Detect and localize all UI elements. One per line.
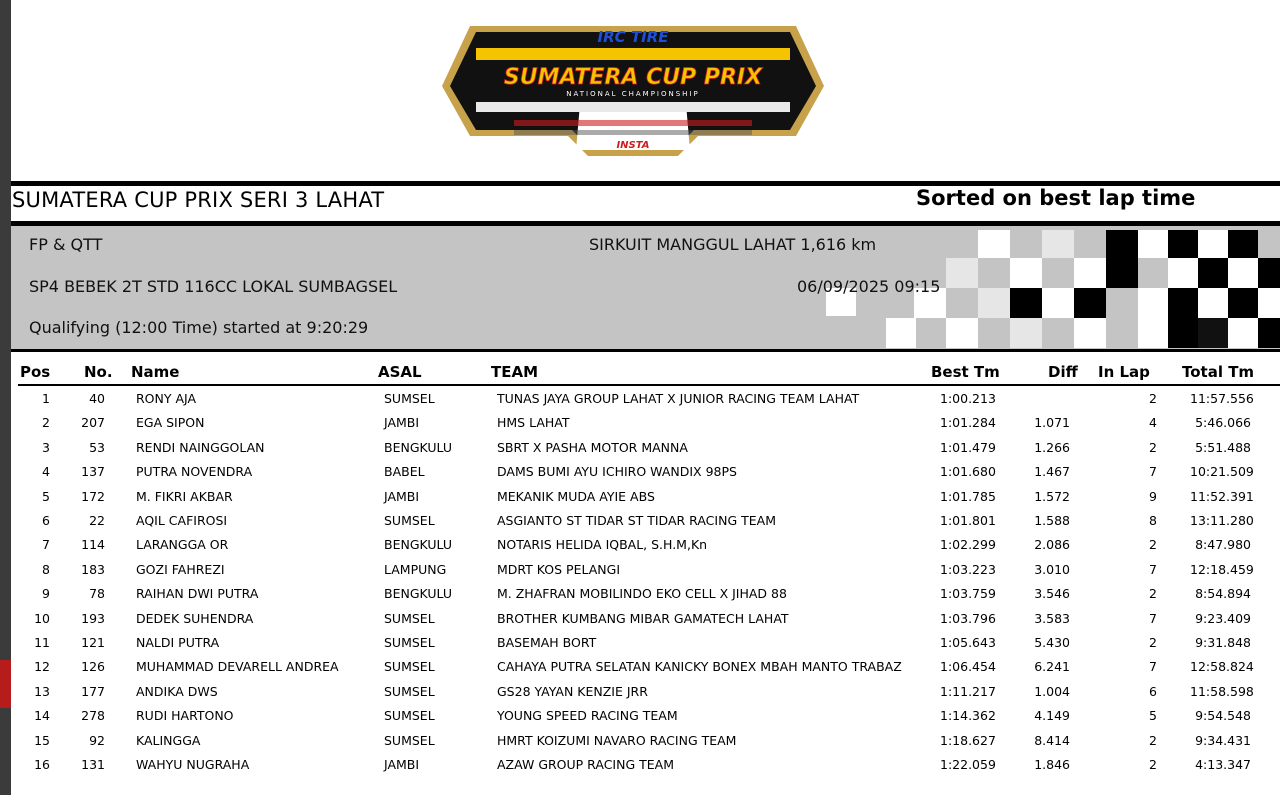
cell-inlap: 2: [1149, 635, 1157, 650]
col-header-pos: Pos: [20, 363, 51, 381]
cell-inlap: 2: [1149, 537, 1157, 553]
logo-brand: IRC TIRE: [597, 28, 669, 46]
cell-best: 1:18.627: [940, 732, 996, 748]
cell-name: MUHAMMAD DEVARELL ANDREA: [136, 659, 339, 675]
cell-no: 207: [81, 415, 105, 431]
cell-asal: SUMSEL: [384, 391, 435, 406]
cell-asal: SUMSEL: [384, 732, 435, 748]
cell-asal: SUMSEL: [384, 610, 435, 626]
cell-name: GOZI FAHREZI: [136, 561, 225, 577]
cell-total: 5:46.066: [1195, 415, 1251, 431]
table-row: [0, 582, 1280, 606]
cell-diff: 1.588: [1034, 513, 1070, 528]
session-datetime: 06/09/2025 09:15: [797, 277, 941, 296]
cell-name: EGA SIPON: [136, 415, 205, 431]
cell-no: 114: [81, 537, 105, 553]
cell-pos: 2: [42, 415, 50, 431]
cell-diff: 3.010: [1034, 561, 1070, 577]
cell-pos: 6: [42, 513, 50, 528]
cell-team: ASGIANTO ST TIDAR ST TIDAR RACING TEAM: [497, 513, 776, 528]
cell-pos: 10: [34, 610, 50, 626]
cell-no: 78: [89, 586, 105, 602]
table-row: [0, 387, 1280, 411]
circuit-name: SIRKUIT MANGGUL LAHAT 1,616 km: [589, 235, 877, 254]
cell-name: DEDEK SUHENDRA: [136, 610, 254, 626]
table-row: [0, 436, 1280, 460]
cell-pos: 14: [34, 708, 50, 724]
cell-no: 278: [81, 708, 105, 724]
cell-asal: BENGKULU: [384, 586, 453, 602]
cell-asal: BENGKULU: [384, 537, 453, 553]
cell-pos: 9: [42, 586, 50, 602]
cell-total: 11:57.556: [1190, 391, 1254, 406]
cell-total: 9:34.431: [1195, 732, 1251, 748]
table-row: [0, 509, 1280, 533]
cell-total: 11:52.391: [1190, 488, 1254, 504]
col-header-name: Name: [131, 363, 180, 381]
cell-inlap: 4: [1149, 415, 1157, 431]
table-header-rule: [18, 384, 1280, 386]
cell-diff: 8.414: [1034, 732, 1070, 748]
col-header-total: Total Tm: [1182, 363, 1255, 381]
cell-inlap: 2: [1149, 757, 1157, 772]
cell-best: 1:11.217: [940, 683, 996, 699]
cell-asal: LAMPUNG: [384, 561, 447, 577]
cell-asal: SUMSEL: [384, 659, 435, 675]
cell-best: 1:22.059: [940, 757, 996, 772]
cell-asal: BENGKULU: [384, 439, 453, 455]
table-row: [0, 533, 1280, 557]
cell-diff: 1.846: [1034, 757, 1070, 772]
cell-no: 137: [81, 464, 105, 480]
cell-name: RAIHAN DWI PUTRA: [136, 586, 259, 602]
cell-inlap: 7: [1149, 464, 1157, 480]
cell-asal: BABEL: [384, 464, 425, 480]
cell-asal: SUMSEL: [384, 708, 435, 724]
cell-team: HMS LAHAT: [497, 415, 570, 431]
cell-inlap: 5: [1149, 708, 1157, 724]
table-row: [0, 460, 1280, 484]
cell-total: 9:31.848: [1195, 635, 1251, 650]
cell-name: NALDI PUTRA: [136, 635, 220, 650]
col-header-diff: Diff: [1048, 363, 1078, 381]
cell-best: 1:05.643: [940, 635, 996, 650]
cell-total: 8:54.894: [1195, 586, 1251, 602]
qualifying-start: Qualifying (12:00 Time) started at 9:20:29: [29, 318, 369, 337]
cell-pos: 12: [34, 659, 50, 675]
table-row: [0, 704, 1280, 728]
cell-name: AQIL CAFIROSI: [136, 513, 228, 528]
cell-no: 172: [81, 488, 105, 504]
cell-team: HMRT KOIZUMI NAVARO RACING TEAM: [497, 732, 737, 748]
col-header-best: Best Tm: [931, 363, 1000, 381]
table-row: [0, 680, 1280, 704]
cell-team: AZAW GROUP RACING TEAM: [497, 757, 674, 772]
col-header-no: No.: [84, 363, 113, 381]
cell-inlap: 8: [1149, 513, 1157, 528]
cell-name: PUTRA NOVENDRA: [136, 464, 253, 480]
col-header-asal: ASAL: [378, 363, 422, 381]
cell-best: 1:00.213: [940, 391, 996, 406]
cell-best: 1:03.223: [940, 561, 996, 577]
cell-best: 1:01.479: [940, 439, 996, 455]
cell-team: BROTHER KUMBANG MIBAR GAMATECH LAHAT: [497, 610, 789, 626]
cell-total: 10:21.509: [1190, 464, 1254, 480]
cell-inlap: 2: [1149, 732, 1157, 748]
cell-total: 9:54.548: [1195, 708, 1251, 724]
table-row: [0, 655, 1280, 679]
cell-best: 1:14.362: [940, 708, 996, 724]
cell-inlap: 2: [1149, 391, 1157, 406]
cell-inlap: 7: [1149, 561, 1157, 577]
cell-diff: 1.572: [1034, 488, 1070, 504]
cell-asal: JAMBI: [384, 757, 420, 772]
cell-best: 1:02.299: [940, 537, 996, 553]
cell-name: RUDI HARTONO: [136, 708, 234, 724]
cell-team: NOTARIS HELIDA IQBAL, S.H.M,Kn: [497, 537, 708, 553]
race-class: SP4 BEBEK 2T STD 116CC LOKAL SUMBAGSEL: [29, 277, 398, 296]
cell-team: M. ZHAFRAN MOBILINDO EKO CELL X JIHAD 88: [497, 586, 787, 602]
cell-no: 53: [89, 439, 105, 455]
cell-no: 40: [89, 391, 105, 406]
event-title: SUMATERA CUP PRIX SERI 3 LAHAT: [12, 188, 385, 212]
table-row: [0, 411, 1280, 435]
cell-name: RONY AJA: [136, 391, 197, 406]
cell-inlap: 2: [1149, 586, 1157, 602]
cell-team: GS28 YAYAN KENZIE JRR: [497, 683, 648, 699]
cell-inlap: 9: [1149, 488, 1157, 504]
cell-pos: 7: [42, 537, 50, 553]
cell-pos: 16: [34, 757, 50, 772]
cell-no: 177: [81, 683, 105, 699]
cell-pos: 5: [42, 488, 50, 504]
cell-best: 1:01.785: [940, 488, 996, 504]
cell-diff: 3.546: [1034, 586, 1070, 602]
cell-diff: 1.004: [1034, 683, 1070, 699]
cell-asal: SUMSEL: [384, 513, 435, 528]
cell-pos: 13: [34, 683, 50, 699]
table-row: [0, 753, 1280, 777]
session-type: FP & QTT: [29, 235, 103, 254]
cell-diff: 1.467: [1034, 464, 1070, 480]
cell-name: ANDIKA DWS: [136, 683, 218, 699]
cell-no: 183: [81, 561, 105, 577]
cell-best: 1:01.801: [940, 513, 996, 528]
cell-team: YOUNG SPEED RACING TEAM: [497, 708, 678, 724]
table-row: [0, 485, 1280, 509]
cell-pos: 1: [42, 391, 50, 406]
info-rule-bottom: [11, 349, 1280, 352]
cell-team: MEKANIK MUDA AYIE ABS: [497, 488, 655, 504]
cell-no: 22: [89, 513, 105, 528]
cell-no: 121: [81, 635, 105, 650]
cell-diff: 1.266: [1034, 439, 1070, 455]
cell-pos: 11: [34, 635, 50, 650]
cell-pos: 15: [34, 732, 50, 748]
cell-team: BASEMAH BORT: [497, 635, 597, 650]
cell-diff: 4.149: [1034, 708, 1070, 724]
cell-total: 4:13.347: [1195, 757, 1251, 772]
cell-name: LARANGGA OR: [136, 537, 229, 553]
cell-asal: JAMBI: [384, 488, 420, 504]
cell-inlap: 6: [1149, 683, 1157, 699]
cell-total: 11:58.598: [1190, 683, 1254, 699]
cell-team: MDRT KOS PELANGI: [497, 561, 621, 577]
cell-inlap: 7: [1149, 610, 1157, 626]
table-row: [0, 558, 1280, 582]
sort-note: Sorted on best lap time: [916, 186, 1196, 210]
cell-total: 13:11.280: [1190, 513, 1254, 528]
cell-asal: SUMSEL: [384, 635, 435, 650]
cell-name: WAHYU NUGRAHA: [136, 757, 250, 772]
cell-inlap: 2: [1149, 439, 1157, 455]
logo-sponsor: INSTA: [616, 140, 650, 151]
cell-total: 9:23.409: [1195, 610, 1251, 626]
cell-no: 126: [81, 659, 105, 675]
cell-pos: 4: [42, 464, 50, 480]
col-header-inlap: In Lap: [1098, 363, 1150, 381]
cell-no: 131: [81, 757, 105, 772]
cell-best: 1:01.680: [940, 464, 996, 480]
cell-diff: 3.583: [1034, 610, 1070, 626]
logo-event-name: SUMATERA CUP PRIX: [503, 65, 763, 90]
cell-best: 1:03.796: [940, 610, 996, 626]
cell-asal: SUMSEL: [384, 683, 435, 699]
cell-team: SBRT X PASHA MOTOR MANNA: [497, 439, 688, 455]
cell-no: 92: [89, 732, 105, 748]
cell-name: RENDI NAINGGOLAN: [136, 439, 265, 455]
cell-best: 1:01.284: [940, 415, 996, 431]
cell-inlap: 7: [1149, 659, 1157, 675]
cell-name: KALINGGA: [136, 732, 201, 748]
cell-total: 12:58.824: [1190, 659, 1254, 675]
cell-team: TUNAS JAYA GROUP LAHAT X JUNIOR RACING TEAM LAHAT: [497, 391, 860, 406]
cell-pos: 8: [42, 561, 50, 577]
cell-total: 12:18.459: [1190, 561, 1254, 577]
cell-team: DAMS BUMI AYU ICHIRO WANDIX 98PS: [497, 464, 737, 480]
cell-pos: 3: [42, 439, 50, 455]
cell-name: M. FIKRI AKBAR: [136, 488, 233, 504]
cell-diff: 6.241: [1034, 659, 1070, 675]
event-logo: [440, 20, 826, 160]
cell-best: 1:03.759: [940, 586, 996, 602]
cell-asal: JAMBI: [384, 415, 420, 431]
cell-diff: 2.086: [1034, 537, 1070, 553]
cell-diff: 5.430: [1034, 635, 1070, 650]
cell-team: CAHAYA PUTRA SELATAN KANICKY BONEX MBAH MANTO TRABAZ: [497, 659, 902, 675]
cell-total: 5:51.488: [1195, 439, 1251, 455]
col-header-team: TEAM: [491, 363, 539, 381]
table-row: [0, 729, 1280, 753]
table-row: [0, 631, 1280, 655]
table-row: [0, 607, 1280, 631]
cell-diff: 1.071: [1034, 415, 1070, 431]
cell-best: 1:06.454: [940, 659, 996, 675]
logo-subtitle: NATIONAL CHAMPIONSHIP: [566, 90, 700, 98]
cell-no: 193: [81, 610, 105, 626]
cell-total: 8:47.980: [1195, 537, 1251, 553]
